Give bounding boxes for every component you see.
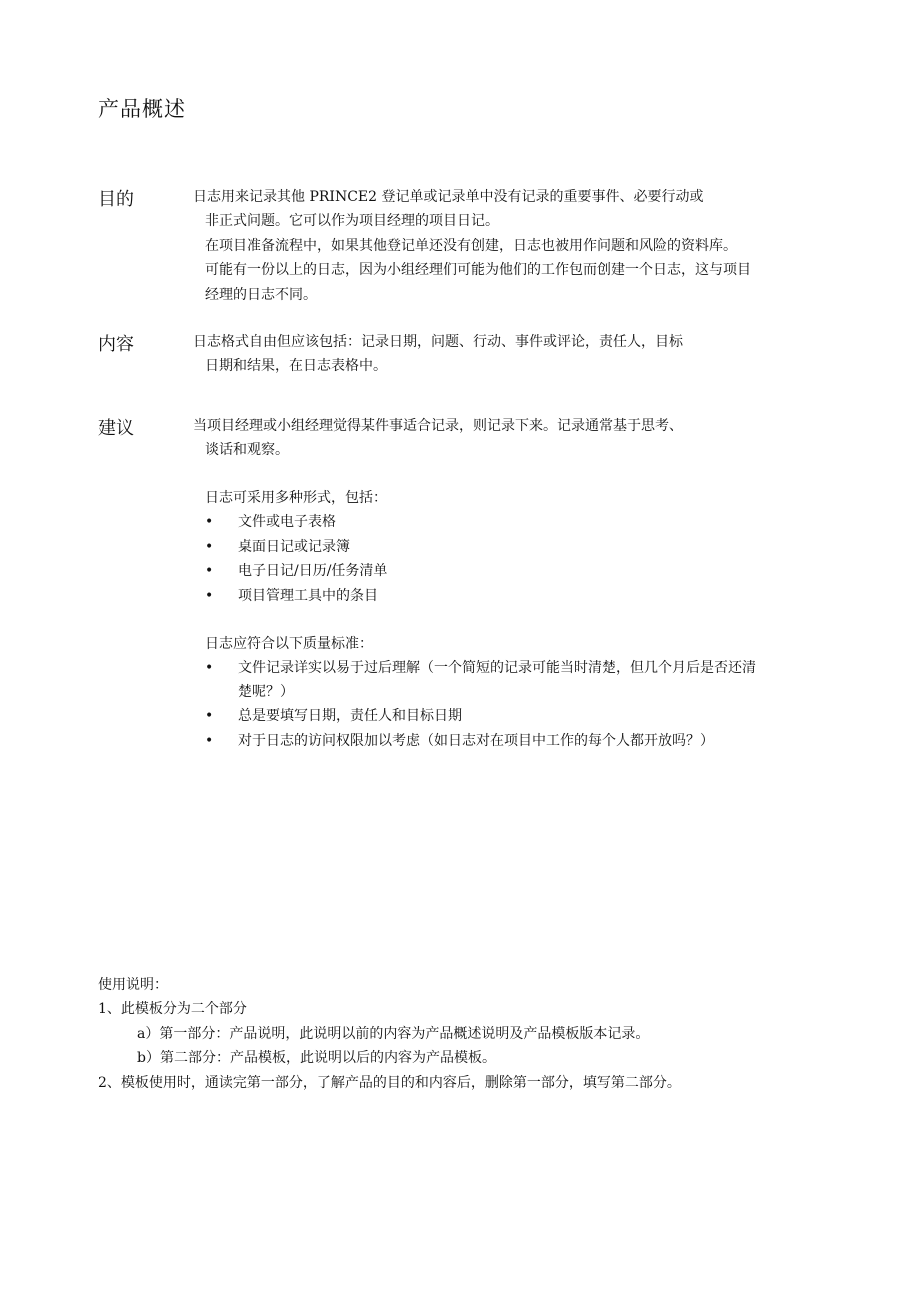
purpose-label: 目的 — [98, 189, 134, 210]
quality-bullet-3: • — [205, 733, 214, 749]
usage-item-1b: b）第二部分：产品模板，此说明以后的内容为产品模板。 — [137, 1050, 496, 1066]
content-line-1: 日志格式自由但应该包括：记录日期，问题、行动、事件或评论，责任人，目标 — [193, 334, 683, 350]
purpose-line-1: 日志用来记录其他 PRINCE2 登记单或记录单中没有记录的重要事件、必要行动或 — [193, 189, 704, 205]
purpose-line-2: 非正式问题。它可以作为项目经理的项目日记。 — [205, 213, 499, 229]
advice-label: 建议 — [98, 418, 134, 439]
page-title: 产品概述 — [98, 97, 186, 121]
forms-bullet-4: • — [205, 588, 214, 604]
quality-item-3: 对于日志的访问权限加以考虑（如日志对在项目中工作的每个人都开放吗？） — [238, 733, 714, 749]
forms-bullet-2: • — [205, 539, 214, 555]
quality-bullet-1: • — [205, 660, 214, 676]
content-label: 内容 — [98, 334, 134, 355]
usage-heading: 使用说明： — [98, 977, 168, 993]
usage-item-1a: a）第一部分：产品说明，此说明以前的内容为产品概述说明及产品模板版本记录。 — [137, 1026, 650, 1042]
quality-bullet-2: • — [205, 708, 214, 724]
quality-intro: 日志应符合以下质量标准： — [205, 636, 373, 652]
forms-intro: 日志可采用多种形式，包括： — [205, 490, 387, 506]
quality-item-2: 总是要填写日期，责任人和目标日期 — [238, 708, 462, 724]
forms-bullet-3: • — [205, 563, 214, 579]
quality-item-1-cont: 楚呢？） — [238, 684, 294, 700]
forms-item-2: 桌面日记或记录簿 — [238, 539, 350, 555]
purpose-line-5: 经理的日志不同。 — [205, 287, 317, 303]
forms-item-1: 文件或电子表格 — [238, 514, 336, 530]
quality-item-1: 文件记录详实以易于过后理解（一个简短的记录可能当时清楚，但几个月后是否还清 — [238, 660, 756, 676]
usage-item-2: 2、模板使用时，通读完第一部分，了解产品的目的和内容后，删除第一部分，填写第二部分。 — [98, 1075, 681, 1091]
purpose-line-3: 在项目准备流程中，如果其他登记单还没有创建，日志也被用作问题和风险的资料库。 — [205, 238, 737, 254]
content-line-2: 日期和结果，在日志表格中。 — [205, 358, 387, 374]
purpose-line-4: 可能有一份以上的日志，因为小组经理们可能为他们的工作包而创建一个日志，这与项目 — [205, 262, 751, 278]
advice-line-1: 当项目经理或小组经理觉得某件事适合记录，则记录下来。记录通常基于思考、 — [193, 418, 683, 434]
forms-bullet-1: • — [205, 514, 214, 530]
forms-item-4: 项目管理工具中的条目 — [238, 588, 378, 604]
advice-line-2: 谈话和观察。 — [205, 442, 289, 458]
forms-item-3: 电子日记/日历/任务清单 — [238, 563, 388, 579]
usage-item-1: 1、此模板分为二个部分 — [98, 1001, 247, 1017]
